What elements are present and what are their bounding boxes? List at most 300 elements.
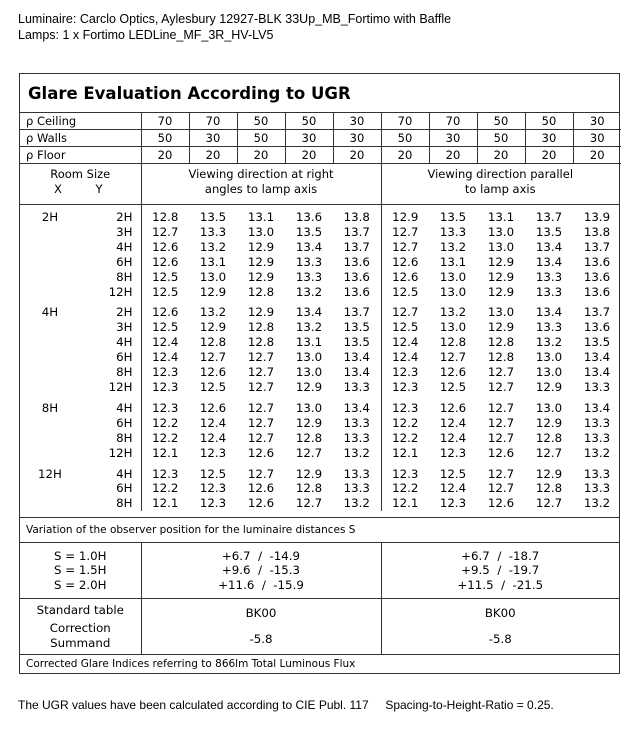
reflectance-value: 20: [237, 147, 285, 164]
ugr-value: 12.6: [199, 365, 227, 380]
room-x: [20, 365, 80, 380]
reflectance-value: 30: [429, 130, 477, 147]
ugr-value: 13.3: [535, 269, 563, 284]
room-x: 4H: [41, 305, 59, 320]
ugr-value: 13.2: [583, 496, 611, 511]
ugr-value: 13.1: [295, 335, 323, 350]
ugr-value: 13.6: [583, 284, 611, 299]
ugr-value: 13.6: [333, 255, 381, 270]
table-row: [20, 481, 621, 496]
ugr-value: 13.4: [535, 239, 563, 254]
ugr-value: 12.7: [487, 481, 515, 496]
room-y: 12H: [80, 446, 141, 461]
ugr-value: 13.0: [535, 400, 563, 415]
ugr-value: 13.4: [333, 365, 381, 380]
ugr-value: 13.3: [333, 481, 381, 496]
ugr-value: 12.4: [439, 415, 467, 430]
ugr-value: 12.7: [392, 305, 419, 320]
ugr-value: 13.0: [487, 239, 515, 254]
ugr-value: 13.3: [439, 224, 467, 239]
reflectance-value: 50: [477, 113, 525, 130]
ugr-value: 13.4: [583, 400, 611, 415]
ugr-value: 12.7: [247, 400, 275, 415]
ugr-value: 12.2: [152, 481, 179, 496]
ugr-value: 13.3: [333, 416, 381, 431]
ugr-value: 12.7: [247, 430, 275, 445]
standard-table-value: BK00: [245, 606, 277, 621]
room-y: 2H: [80, 205, 141, 225]
ugr-value: 12.6: [392, 254, 419, 269]
ugr-value: 12.7: [487, 365, 515, 380]
ugr-value: 12.3: [392, 400, 419, 415]
room-y: 6H: [80, 350, 141, 365]
reflectance-value: 20: [381, 147, 429, 164]
ugr-value: 12.4: [439, 481, 467, 496]
ugr-value: 12.7: [247, 415, 275, 430]
ugr-value: 12.3: [199, 445, 227, 460]
reflectance-row: [20, 113, 621, 130]
standard-table-value: BK00: [484, 606, 516, 621]
ugr-value: 12.9: [199, 320, 227, 335]
reflectance-label: ρ Walls: [20, 130, 141, 147]
ugr-value: 12.2: [392, 481, 419, 496]
ugr-value: 13.5: [333, 335, 381, 350]
reflectance-value: 70: [141, 113, 189, 130]
room-x: 2H: [41, 210, 59, 224]
ugr-value: 12.3: [392, 379, 419, 394]
ugr-value: 12.9: [295, 415, 323, 430]
ugr-value: 13.2: [333, 446, 381, 461]
ugr-value: 13.2: [199, 239, 227, 254]
ugr-value: 13.3: [333, 380, 381, 395]
reflectance-value: 50: [381, 130, 429, 147]
table-row: [20, 225, 621, 240]
ugr-value: 12.6: [152, 254, 179, 269]
ugr-value: 12.6: [152, 305, 179, 320]
table-title: Glare Evaluation According to UGR: [20, 74, 619, 113]
ugr-value: 13.1: [439, 254, 467, 269]
ugr-value: 12.7: [392, 224, 419, 239]
ugr-value: 12.5: [152, 284, 179, 299]
perp-standard: [141, 599, 381, 654]
ugr-value: 12.1: [392, 496, 419, 511]
ugr-value: 12.3: [152, 365, 179, 380]
room-y: 8H: [80, 496, 141, 511]
room-x: [20, 270, 80, 285]
ugr-value: 12.7: [487, 400, 515, 415]
reflectance-value: 50: [237, 130, 285, 147]
room-x: [20, 416, 80, 431]
ugr-value: 13.3: [199, 224, 227, 239]
s-labels: [20, 543, 141, 599]
reflectance-value: 20: [285, 147, 333, 164]
room-y: 2H: [80, 299, 141, 320]
room-size-header: [20, 164, 141, 205]
room-x: [20, 446, 80, 461]
ugr-value: 12.7: [487, 430, 515, 445]
reflectance-value: 50: [525, 113, 573, 130]
reflectance-value: 30: [573, 113, 621, 130]
reflectance-value: 30: [189, 130, 237, 147]
variation-table: [20, 542, 619, 654]
ugr-value: 12.9: [535, 466, 563, 481]
reflectance-row: [20, 147, 621, 164]
reflectance-value: 70: [189, 113, 237, 130]
ugr-value: 12.6: [247, 496, 275, 511]
ugr-value: 13.5: [583, 335, 611, 350]
ugr-value: 12.6: [439, 365, 467, 380]
ugr-value: 12.8: [295, 481, 323, 496]
ugr-value: 13.0: [439, 320, 467, 335]
ugr-value: 13.2: [295, 284, 323, 299]
table-row: [20, 365, 621, 380]
room-size-label: Room Size: [50, 167, 111, 181]
ugr-value: 13.0: [295, 350, 323, 365]
ugr-value: 12.5: [199, 466, 227, 481]
ugr-value: 12.4: [199, 430, 227, 445]
ugr-value: 13.7: [583, 305, 611, 320]
ugr-value: 13.3: [583, 379, 611, 394]
room-y: 8H: [80, 270, 141, 285]
table-row: [20, 416, 621, 431]
ugr-value: 12.7: [247, 350, 275, 365]
ugr-value: 13.0: [295, 400, 323, 415]
ugr-value: 13.4: [333, 395, 381, 416]
ugr-value: 13.7: [333, 299, 381, 320]
ugr-value: 12.1: [152, 496, 179, 511]
perp-variation: [141, 543, 381, 599]
variation-value: +11.5 / -21.5: [457, 577, 544, 592]
ugr-value: 12.8: [487, 335, 515, 350]
ugr-value: 12.9: [487, 284, 515, 299]
ugr-value: 12.3: [392, 365, 419, 380]
table-row: [20, 240, 621, 255]
luminaire-label: Luminaire: Carclo Optics, Aylesbury 12927-BLK 33Up_MB_Fortimo with Baffle: [18, 12, 452, 26]
reflectance-value: 30: [333, 130, 381, 147]
correction-label: Correction: [49, 621, 111, 636]
reflectance-value: 30: [573, 130, 621, 147]
ugr-value: 12.5: [152, 320, 179, 335]
room-y: 12H: [80, 380, 141, 395]
table-row: [20, 285, 621, 300]
ugr-value: 13.3: [535, 320, 563, 335]
table-row: [20, 431, 621, 446]
ugr-value: 12.8: [487, 350, 515, 365]
ugr-value: 13.3: [583, 430, 611, 445]
ugr-value: 12.7: [295, 496, 323, 511]
s-label: S = 1.5H: [53, 563, 107, 578]
ugr-value: 12.7: [247, 379, 275, 394]
variation-value: +11.6 / -15.9: [218, 577, 304, 592]
reflectance-value: 50: [141, 130, 189, 147]
ugr-value: 12.7: [487, 379, 515, 394]
ugr-value: 12.7: [487, 415, 515, 430]
ugr-value: 12.8: [295, 430, 323, 445]
ugr-value: 13.3: [583, 415, 611, 430]
table-row: [20, 461, 621, 482]
standard-correction-labels: [20, 599, 141, 654]
ugr-value: 13.0: [199, 269, 227, 284]
ugr-value: 12.8: [535, 481, 563, 496]
ugr-value: 12.6: [199, 400, 227, 415]
x-label: X: [54, 182, 62, 196]
reflectance-value: 30: [285, 130, 333, 147]
ugr-value: 13.3: [295, 254, 323, 269]
ugr-value: 12.3: [152, 400, 179, 415]
ugr-data-table: [20, 205, 621, 511]
ugr-value: 13.2: [295, 320, 323, 335]
ugr-value: 12.5: [392, 320, 419, 335]
table-row: [20, 299, 621, 320]
room-y: 8H: [80, 431, 141, 446]
ugr-value: 12.7: [152, 224, 179, 239]
table-row: [20, 335, 621, 350]
variation-value: +6.7 / -18.7: [461, 548, 540, 563]
reflectance-value: 30: [525, 130, 573, 147]
reflectance-value: 20: [189, 147, 237, 164]
summand-label: Summand: [50, 635, 111, 650]
room-x: [20, 285, 80, 300]
ugr-value: 13.0: [487, 224, 515, 239]
ugr-value: 12.6: [439, 400, 467, 415]
ugr-value: 12.4: [392, 350, 419, 365]
standard-table-label: Standard table: [36, 602, 124, 617]
ugr-value: 12.5: [199, 379, 227, 394]
par-variation: [381, 543, 619, 599]
ugr-value: 12.8: [439, 335, 467, 350]
ugr-value: 12.5: [392, 284, 419, 299]
ugr-value: 13.9: [583, 210, 611, 224]
ugr-value: 12.9: [487, 320, 515, 335]
reflectance-value: 20: [141, 147, 189, 164]
ugr-value: 12.4: [152, 350, 179, 365]
reflectance-value: 20: [573, 147, 621, 164]
reflectance-value: 70: [429, 113, 477, 130]
ugr-value: 12.7: [295, 445, 323, 460]
ugr-value: 12.9: [295, 466, 323, 481]
ugr-value: 12.9: [247, 239, 275, 254]
ugr-value: 12.7: [199, 350, 227, 365]
variation-value: +6.7 / -14.9: [221, 548, 301, 563]
perpendicular-header: Viewing direction at right angles to lamp axis: [141, 164, 381, 205]
ugr-value: 12.2: [152, 430, 179, 445]
ugr-value: 12.6: [247, 481, 275, 496]
ugr-value: 13.0: [535, 365, 563, 380]
ugr-value: 13.3: [333, 431, 381, 446]
ugr-value: 12.9: [295, 379, 323, 394]
room-x: [20, 240, 80, 255]
lamps-label: Lamps: 1 x Fortimo LEDLine_MF_3R_HV-LV5: [18, 28, 274, 42]
ugr-value: 12.9: [247, 254, 275, 269]
ugr-value: 13.6: [295, 210, 323, 224]
reflectance-table: [20, 113, 621, 164]
s-label: S = 2.0H: [53, 577, 107, 592]
ugr-value: 13.7: [333, 225, 381, 240]
ugr-value: 13.8: [583, 224, 611, 239]
room-x: [20, 350, 80, 365]
reflectance-value: 20: [429, 147, 477, 164]
ugr-value: 13.0: [295, 365, 323, 380]
variation-value: +9.6 / -15.3: [221, 563, 301, 578]
reflectance-value: 50: [285, 113, 333, 130]
ugr-value: 12.3: [152, 466, 179, 481]
ugr-value: 12.8: [247, 284, 275, 299]
ugr-value: 13.2: [199, 305, 227, 320]
ugr-value: 13.1: [487, 210, 515, 224]
room-x: [20, 255, 80, 270]
room-x: [20, 496, 80, 511]
ugr-value: 13.5: [199, 210, 227, 224]
ugr-value: 12.8: [247, 320, 275, 335]
ugr-value: 13.5: [535, 224, 563, 239]
ugr-value: 13.3: [535, 284, 563, 299]
room-x: 8H: [41, 400, 59, 415]
reflectance-value: 50: [237, 113, 285, 130]
room-y: 3H: [80, 320, 141, 335]
ugr-value: 13.4: [535, 254, 563, 269]
ugr-value: 13.0: [439, 269, 467, 284]
ugr-value: 12.6: [487, 496, 515, 511]
ugr-value: 12.3: [439, 496, 467, 511]
ugr-value: 12.3: [199, 496, 227, 511]
room-x: [20, 225, 80, 240]
ugr-value: 13.3: [333, 461, 381, 482]
ugr-value: 13.4: [295, 239, 323, 254]
ugr-value: 12.9: [247, 269, 275, 284]
reflectance-value: 20: [477, 147, 525, 164]
table-row: [20, 205, 621, 225]
ugr-value: 13.7: [535, 210, 563, 224]
table-row: [20, 395, 621, 416]
ugr-value: 12.9: [487, 254, 515, 269]
ugr-value: 12.8: [199, 335, 227, 350]
s-label: S = 1.0H: [53, 548, 107, 563]
room-y: 4H: [80, 395, 141, 416]
reflectance-row: [20, 130, 621, 147]
column-header-table: [20, 164, 619, 205]
ugr-value: 12.9: [535, 415, 563, 430]
ugr-value: 13.2: [439, 239, 467, 254]
ugr-value: 13.2: [583, 445, 611, 460]
ugr-value: 12.7: [247, 365, 275, 380]
ugr-value: 12.6: [247, 445, 275, 460]
ugr-value: 13.7: [333, 240, 381, 255]
table-row: [20, 350, 621, 365]
ugr-value: 12.5: [439, 379, 467, 394]
ugr-value: 12.1: [392, 445, 419, 460]
ugr-value: 13.6: [333, 270, 381, 285]
ugr-value: 12.3: [152, 379, 179, 394]
table-row: [20, 320, 621, 335]
room-x: [20, 335, 80, 350]
y-label: Y: [95, 182, 103, 196]
ugr-value: 13.6: [333, 285, 381, 300]
ugr-value: 12.5: [439, 466, 467, 481]
ugr-value: 13.6: [583, 269, 611, 284]
ugr-value: 13.4: [295, 305, 323, 320]
reflectance-value: 50: [477, 130, 525, 147]
corrected-note: Corrected Glare Indices referring to 866lm Total Luminous Flux: [20, 654, 619, 673]
table-row: [20, 496, 621, 511]
ugr-value: 12.3: [199, 481, 227, 496]
ugr-value: 13.5: [295, 224, 323, 239]
ugr-value: 12.7: [535, 496, 563, 511]
reflectance-value: 20: [333, 147, 381, 164]
footer-note: The UGR values have been calculated according to CIE Publ. 117 Spacing-to-Height-Ratio = 0.25.: [18, 698, 554, 712]
variation-label: Variation of the observer position for the luminaire distances S: [20, 517, 619, 542]
room-x: [20, 380, 80, 395]
room-x: [20, 431, 80, 446]
correction-value: -5.8: [249, 631, 273, 646]
ugr-value: 12.7: [439, 350, 467, 365]
ugr-value: 13.3: [583, 466, 611, 481]
ugr-value: 12.8: [247, 335, 275, 350]
par-standard: [381, 599, 619, 654]
ugr-value: 13.0: [535, 350, 563, 365]
ugr-value: 12.7: [535, 445, 563, 460]
ugr-value: 12.3: [439, 445, 467, 460]
room-y: 4H: [80, 461, 141, 482]
ugr-value: 12.2: [392, 415, 419, 430]
ugr-value: 12.4: [152, 335, 179, 350]
room-x: [20, 320, 80, 335]
ugr-value: 12.8: [152, 210, 179, 224]
ugr-value: 13.4: [333, 350, 381, 365]
ugr-value: 13.6: [583, 254, 611, 269]
ugr-value: 13.3: [583, 481, 611, 496]
ugr-value: 13.5: [439, 210, 467, 224]
parallel-header: Viewing direction parallel to lamp axis: [381, 164, 619, 205]
ugr-value: 13.4: [583, 365, 611, 380]
table-row: [20, 270, 621, 285]
table-row: [20, 255, 621, 270]
ugr-value: 12.1: [152, 445, 179, 460]
variation-value: +9.5 / -19.7: [461, 563, 540, 578]
ugr-value: 12.9: [535, 379, 563, 394]
correction-value: -5.8: [488, 631, 512, 646]
ugr-value: 13.5: [333, 320, 381, 335]
reflectance-label: ρ Ceiling: [20, 113, 141, 130]
ugr-value: 13.0: [439, 284, 467, 299]
ugr-value: 13.1: [199, 254, 227, 269]
ugr-value: 13.2: [439, 305, 467, 320]
ugr-value: 13.1: [247, 210, 275, 224]
ugr-value: 13.8: [333, 205, 381, 225]
ugr-value: 13.0: [487, 305, 515, 320]
ugr-value: 13.3: [295, 269, 323, 284]
ugr-value: 13.4: [535, 305, 563, 320]
ugr-value: 13.4: [583, 350, 611, 365]
reflectance-label: ρ Floor: [20, 147, 141, 164]
reflectance-value: 20: [525, 147, 573, 164]
ugr-value: 12.6: [487, 445, 515, 460]
room-x: 12H: [38, 466, 62, 481]
ugr-value: 12.9: [392, 210, 419, 224]
room-y: 3H: [80, 225, 141, 240]
ugr-value: 13.2: [333, 496, 381, 511]
ugr-value: 12.5: [152, 269, 179, 284]
ugr-value: 12.7: [247, 466, 275, 481]
ugr-value: 12.8: [535, 430, 563, 445]
ugr-value: 12.6: [152, 239, 179, 254]
room-y: 6H: [80, 416, 141, 431]
ugr-value: 12.2: [392, 430, 419, 445]
ugr-value: 12.6: [392, 269, 419, 284]
room-y: 4H: [80, 240, 141, 255]
reflectance-value: 30: [333, 113, 381, 130]
ugr-value: 12.3: [392, 466, 419, 481]
ugr-value: 12.9: [247, 305, 275, 320]
